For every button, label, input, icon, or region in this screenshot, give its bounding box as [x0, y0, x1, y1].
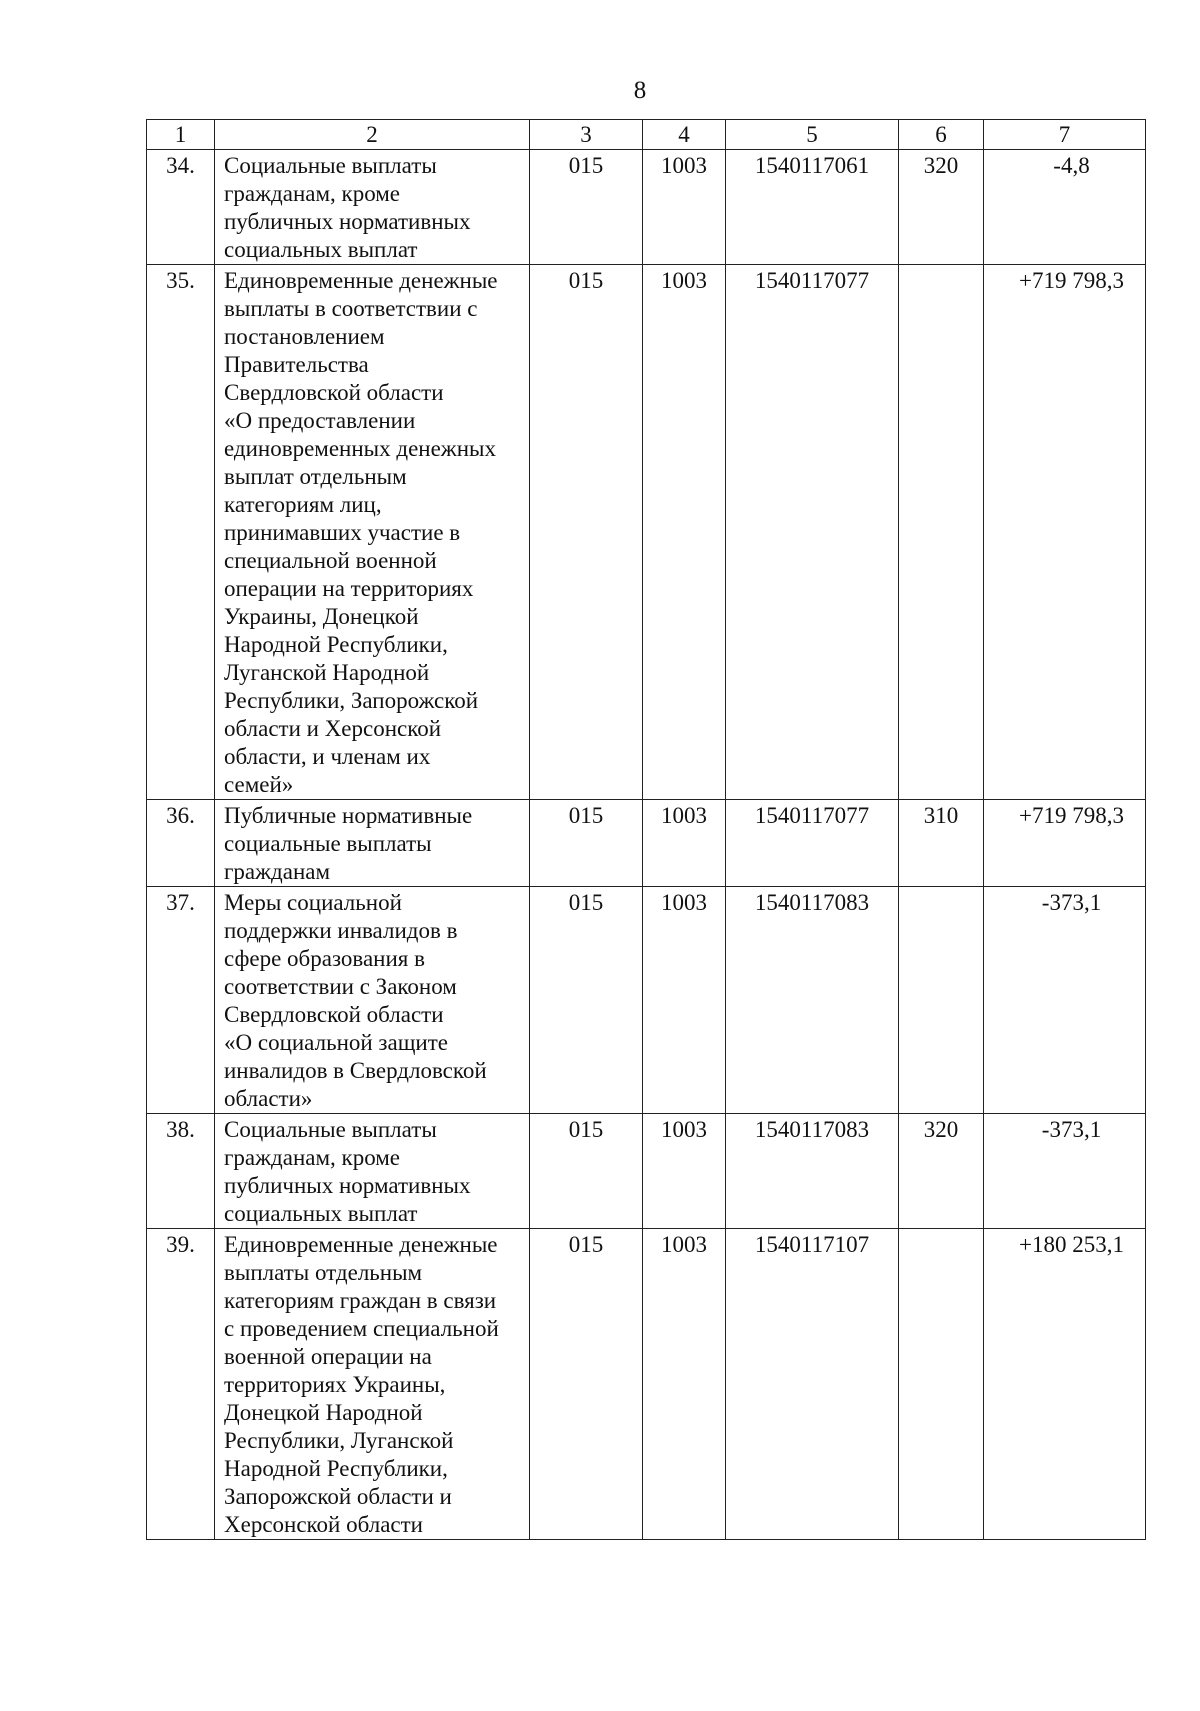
item-name-line: Народной Республики,: [224, 632, 448, 657]
department-code-cell: 015: [530, 265, 643, 800]
item-name-line: Социальные выплаты: [224, 153, 437, 178]
item-name-cell: [215, 800, 530, 887]
header-cell: 6: [899, 120, 984, 150]
item-name-line: Донецкой Народной: [224, 1400, 423, 1425]
page-number: 8: [633, 77, 647, 104]
department-code-cell: 015: [530, 887, 643, 1114]
item-name-line: постановлением: [224, 324, 385, 349]
item-name-line: области, и членам их: [224, 744, 431, 769]
item-name-cell: [215, 887, 530, 1114]
item-name-line: специальной военной: [224, 548, 437, 573]
item-name-line: принимавших участие в: [224, 520, 461, 545]
item-name-line: «О социальной защите: [224, 1030, 449, 1055]
header-cell: 1: [147, 120, 215, 150]
item-name-line: выплаты отдельным: [224, 1260, 423, 1285]
table-row: [147, 265, 1146, 800]
department-code-cell: 015: [530, 800, 643, 887]
table-header-row: [147, 120, 1146, 150]
item-name-line: гражданам, кроме: [224, 1145, 401, 1170]
item-name-line: гражданам: [224, 859, 331, 884]
item-name-line: поддержки инвалидов в: [224, 918, 458, 943]
expense-type-cell: 310: [899, 800, 984, 887]
item-name-line: единовременных денежных: [224, 436, 496, 461]
table-row: [147, 150, 1146, 265]
item-name-line: Единовременные денежные: [224, 268, 498, 293]
item-name-line: военной операции на: [224, 1344, 432, 1369]
item-name-line: территориях Украины,: [224, 1372, 446, 1397]
row-number-cell: 35.: [147, 265, 215, 800]
item-name-cell: [215, 150, 530, 265]
item-name-line: Правительства: [224, 352, 369, 377]
section-code-cell: 1003: [643, 800, 726, 887]
target-code-cell: 1540117061: [726, 150, 899, 265]
row-number-cell: 39.: [147, 1229, 215, 1540]
expense-type-cell: [899, 887, 984, 1114]
target-code-cell: 1540117077: [726, 800, 899, 887]
item-name-line: операции на территориях: [224, 576, 474, 601]
amount-cell: +180 253,1: [984, 1229, 1146, 1540]
header-cell: 5: [726, 120, 899, 150]
item-name-line: социальных выплат: [224, 1201, 418, 1226]
expense-type-cell: 320: [899, 150, 984, 265]
amount-cell: +719 798,3: [984, 800, 1146, 887]
item-name-line: Республики, Луганской: [224, 1428, 454, 1453]
item-name-line: выплаты в соответствии с: [224, 296, 478, 321]
row-number-cell: 37.: [147, 887, 215, 1114]
section-code-cell: 1003: [643, 887, 726, 1114]
target-code-cell: 1540117107: [726, 1229, 899, 1540]
item-name-line: семей»: [224, 772, 294, 797]
target-code-cell: 1540117077: [726, 265, 899, 800]
item-name-line: Свердловской области: [224, 380, 444, 405]
section-code-cell: 1003: [643, 1229, 726, 1540]
item-name-line: инвалидов в Свердловской: [224, 1058, 487, 1083]
header-cell: 4: [643, 120, 726, 150]
department-code-cell: 015: [530, 1229, 643, 1540]
header-cell: 3: [530, 120, 643, 150]
section-code-cell: 1003: [643, 150, 726, 265]
item-name-line: выплат отдельным: [224, 464, 407, 489]
table-row: [147, 1114, 1146, 1229]
table-row: [147, 1229, 1146, 1540]
item-name-line: Единовременные денежные: [224, 1232, 498, 1257]
header-cell: 7: [984, 120, 1146, 150]
item-name-line: сфере образования в: [224, 946, 425, 971]
table-row: [147, 800, 1146, 887]
item-name-line: области и Херсонской: [224, 716, 442, 741]
table-row: [147, 887, 1146, 1114]
item-name-line: Социальные выплаты: [224, 1117, 437, 1142]
amount-cell: -373,1: [984, 1114, 1146, 1229]
amount-cell: -4,8: [984, 150, 1146, 265]
budget-table: [146, 119, 1146, 1540]
item-name-line: Республики, Запорожской: [224, 688, 479, 713]
item-name-cell: [215, 265, 530, 800]
item-name-cell: [215, 1114, 530, 1229]
item-name-line: Свердловской области: [224, 1002, 444, 1027]
item-name-line: гражданам, кроме: [224, 181, 401, 206]
table-body: [147, 150, 1146, 1540]
item-name-line: с проведением специальной: [224, 1316, 499, 1341]
item-name-line: Запорожской области и: [224, 1484, 452, 1509]
item-name-line: Публичные нормативные: [224, 803, 473, 828]
expense-type-cell: [899, 1229, 984, 1540]
item-name-line: Луганской Народной: [224, 660, 430, 685]
item-name-line: области»: [224, 1086, 313, 1111]
item-name-line: категориям лиц,: [224, 492, 382, 517]
item-name-line: Народной Республики,: [224, 1456, 448, 1481]
section-code-cell: 1003: [643, 1114, 726, 1229]
target-code-cell: 1540117083: [726, 1114, 899, 1229]
item-name-line: Херсонской области: [224, 1512, 423, 1537]
item-name-line: Меры социальной: [224, 890, 402, 915]
section-code-cell: 1003: [643, 265, 726, 800]
item-name-line: «О предоставлении: [224, 408, 416, 433]
header-cell: 2: [215, 120, 530, 150]
item-name-line: категориям граждан в связи: [224, 1288, 497, 1313]
department-code-cell: 015: [530, 150, 643, 265]
amount-cell: +719 798,3: [984, 265, 1146, 800]
item-name-line: публичных нормативных: [224, 1173, 471, 1198]
item-name-line: Украины, Донецкой: [224, 604, 419, 629]
expense-type-cell: [899, 265, 984, 800]
department-code-cell: 015: [530, 1114, 643, 1229]
row-number-cell: 34.: [147, 150, 215, 265]
item-name-cell: [215, 1229, 530, 1540]
row-number-cell: 38.: [147, 1114, 215, 1229]
item-name-line: социальные выплаты: [224, 831, 432, 856]
expense-type-cell: 320: [899, 1114, 984, 1229]
row-number-cell: 36.: [147, 800, 215, 887]
item-name-line: соответствии с Законом: [224, 974, 457, 999]
target-code-cell: 1540117083: [726, 887, 899, 1114]
item-name-line: социальных выплат: [224, 237, 418, 262]
amount-cell: -373,1: [984, 887, 1146, 1114]
item-name-line: публичных нормативных: [224, 209, 471, 234]
